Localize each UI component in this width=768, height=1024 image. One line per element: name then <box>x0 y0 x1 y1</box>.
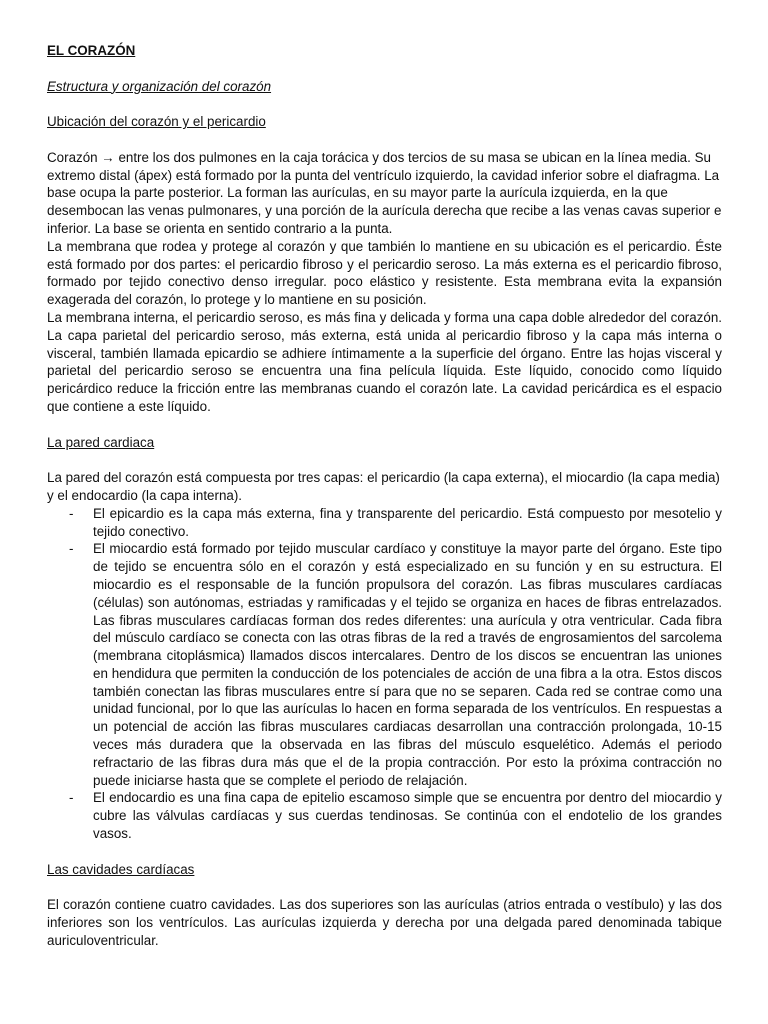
list-item-endocardio <box>69 789 722 842</box>
document-page <box>47 42 722 950</box>
layer-list <box>47 505 722 843</box>
section-heading-pared: La pared cardiaca <box>47 434 155 450</box>
document-subtitle: Estructura y organización del corazón <box>47 78 272 94</box>
paragraph-ubicacion: Corazón → entre los dos pulmones en la caja torácica y dos tercios de su masa se ubican en la línea media. Su extremo distal (ápex) está formado por la punta del ventrículo izquierdo, la cavidad inferior sobre el diafragma. La base ocupa la parte posterior. La forman las aurículas, en su mayor parte la aurícula izquierda, en la que desembocan las venas pulmonares, y una porción de la aurícula derecha que recibe a las venas cavas superior e inferior. La base se orienta en sentido contrario a la punta. <box>47 149 722 236</box>
paragraph-cavidades: El corazón contiene cuatro cavidades. Las dos superiores son las aurículas (atrios entrada o vestíbulo) y las dos inferiores son los ventrículos. Las aurículas izquierda y derecha por una delgada pared denominada tabique auriculoventricular. <box>47 897 722 948</box>
section-heading-ubicacion: Ubicación del corazón y el pericardio <box>47 114 266 130</box>
paragraph-pericardio-seroso: La membrana interna, el pericardio seroso, es más fina y delicada y forma una capa doble alrededor del corazón. La capa parietal del pericardio seroso, más externa, está unida al pericardio fibroso y la capa más interna o visceral, también llamada epicardio se adhiere íntimamente a la superficie del órgano. Entre las hojas visceral y parietal del pericardio seroso se encuentra una fina película líquida. Este líquido, conocido como líquido pericárdico reduce la fricción entre las membranas cuando el corazón late. La cavidad pericárdica es el espacio que contiene a este líquido. <box>47 309 722 414</box>
list-marker: - <box>69 505 74 521</box>
paragraph-membrana: La membrana que rodea y protege al corazón y que también lo mantiene en su ubicación es el pericardio. Éste está formado por dos partes: el pericardio fibroso y el pericardio seroso. La más externa es el pericardio fibroso, formado por tejido conectivo denso irregular. poco elástico y resistente. Esta membrana evita la expansión exagerada del corazón, lo protege y lo mantiene en su posición. <box>47 238 722 308</box>
paragraph-pared-intro: La pared del corazón está compuesta por tres capas: el pericardio (la capa externa), el miocardio (la capa media) y el endocardio (la capa interna). <box>47 470 720 503</box>
list-marker: - <box>69 790 74 806</box>
list-item-epicardio <box>69 505 722 541</box>
list-item-text: El endocardio es una fina capa de epitelio escamoso simple que se encuentra por dentro del miocardio y cubre las válvulas cardíacas y sus cuerdas tendinosas. Se continúa con el endotelio de los grandes vasos. <box>93 790 722 842</box>
document-title: EL CORAZÓN <box>47 43 136 58</box>
list-item-text: El miocardio está formado por tejido muscular cardíaco y constituye la mayor parte del órgano. Este tipo de tejido se encuentra sólo en el corazón y está especializado en su función y en su estructura. El miocardio es el responsable de la función propulsora del corazón. Las fibras musculares cardíacas (células) son autónomas, estriadas y ramificadas y el tejido se organiza en haces de fibras entrelazados. Las fibras musculares cardíacas forman dos redes diferentes: una aurícula y otra ventricular. Cada fibra del músculo cardíaco se conecta con las otras fibras de la red a través de engrosamientos del sarcolema (membrana citoplásmica) llamados discos intercalares. Dentro de los discos se encuentran las uniones en hendidura que permiten la conducción de los potenciales de acción de una fibra a la otra. Estos discos también conectan las fibras musculares entre sí para que no se separen. Cada red se contrae como una unidad funcional, por lo que las aurículas lo hacen en forma separada de los ventrículos. En respuestas a un potencial de acción las fibras musculares cardiacas desarrollan una contracción prolongada, 10-15 veces más duradera que la observada en las fibras del músculo esquelético. Además el periodo refractario de las fibras dura más que el de la propia contracción. Por esto la próxima contracción no puede iniciarse hasta que se complete el periodo de relajación. <box>93 541 722 788</box>
section-heading-cavidades: Las cavidades cardíacas <box>47 861 195 877</box>
list-item-text: El epicardio es la capa más externa, fina y transparente del pericardio. Está compuesto por mesotelio y tejido conectivo. <box>93 505 722 539</box>
list-item-miocardio <box>69 540 722 789</box>
list-marker: - <box>69 541 74 557</box>
